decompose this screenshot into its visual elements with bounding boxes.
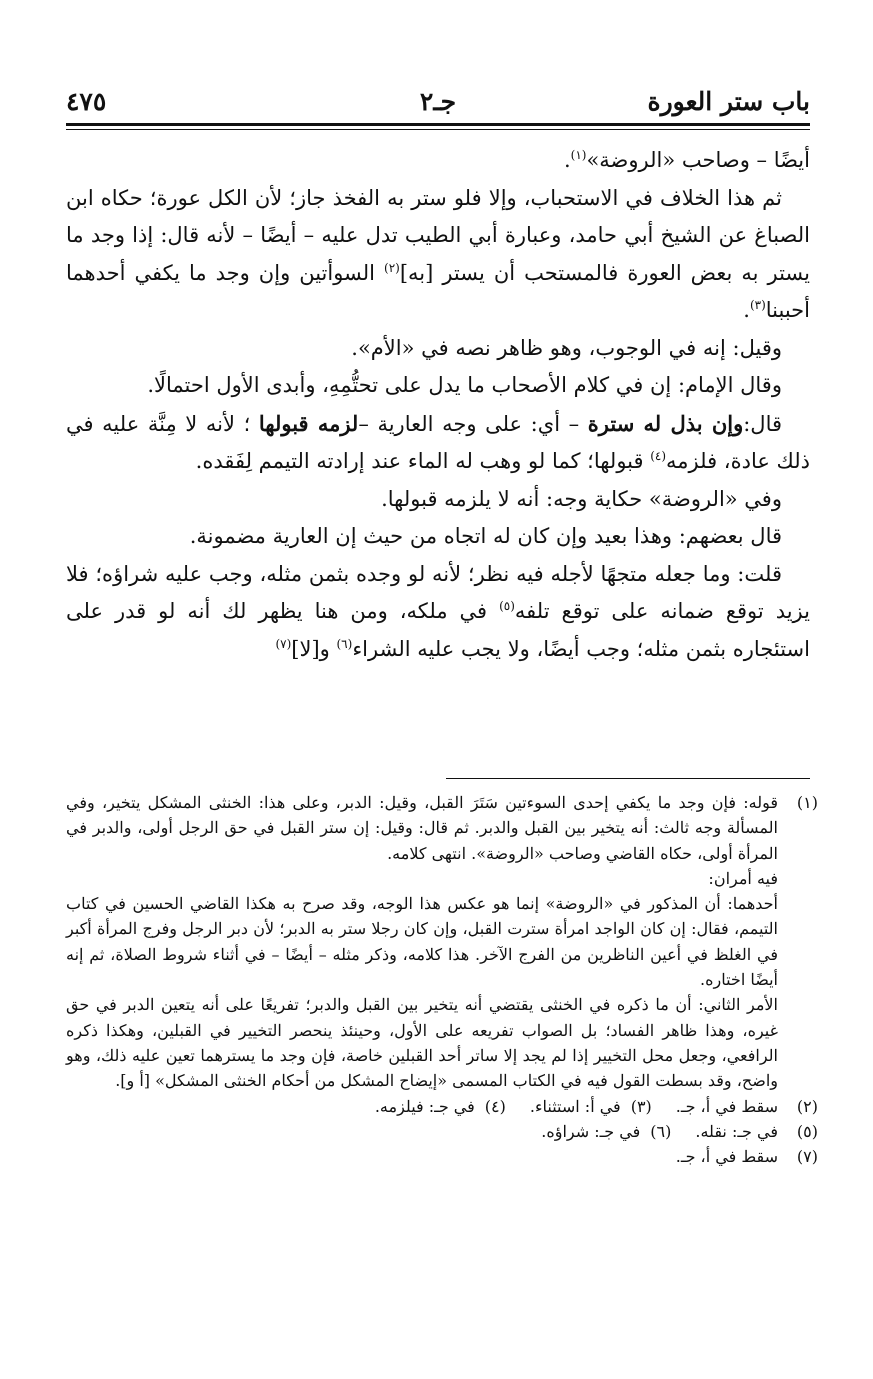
footnote-body (66, 1144, 778, 1169)
footnote-number: (٣) (630, 1096, 652, 1116)
text-run: . (563, 148, 571, 172)
footnote-ref: (٥) (499, 599, 515, 613)
footnote-paragraph: الأمر الثاني: أن ما ذكره في الخنثى يقتضي أنه يتخير بين القبل والدبر؛ تفريعًا على أنه يتعين الدبر في حق غيره، وهذا ظاهر الفساد؛ بل الصواب تفريعه على الأول، وحينئذ ينحصر التخيير في القبلين، وهكذا ذكره الرافعي، وجعل محل التخيير إذا لم يجد إلا ساتر أحد القبلين خاصة، فإن وجد ما يسترهما تعين عليه ذلك، وهو واضح، وقد بسطت القول فيه في الكتاب المسمى «إيضاح المشكل من أحكام الخنثى المشكل» [أ و]. (66, 995, 778, 1091)
paragraph (66, 142, 810, 180)
text-run: و[لا] (291, 636, 337, 661)
footnote-4 (375, 1094, 506, 1119)
text-run: أيضًا – وصاحب «الروضة» (586, 148, 810, 172)
footnote-5-text: في جـ: نقله. (695, 1121, 778, 1141)
footnote-number: (٦) (650, 1121, 672, 1141)
footnote-ref: (٢) (384, 260, 400, 275)
matn-text: لزمه قبولها (258, 410, 359, 436)
footnote-body (66, 790, 778, 1094)
header-rule-thin (66, 129, 810, 130)
matn-text: وإن بذل له سترة (587, 410, 744, 436)
footnote-3-text: في أ: استثناء. (529, 1096, 621, 1116)
paragraph: وقال الإمام: إن في كلام الأصحاب ما يدل على تحتُّمِهِ، وأبدى الأول احتمالًا. (147, 373, 782, 397)
footnote-7-text: سقط في أ، جـ. (675, 1147, 778, 1167)
footnote-line (66, 1094, 818, 1119)
footnote-number: (٢) (796, 1096, 818, 1116)
footnote-paragraph: قوله: فإن وجد ما يكفي إحدى السوءتين سَتَرَ القبل، وقيل: الدبر، وعلى هذا: الخنثى المشكل يتخير، وفي المسألة وجه ثالث: أنه يتخير بين القبل والدبر. ثم قال: وقيل: إن ستر القبل في حق الرجل أولى، والدبر في المرأة أولى، حكاه القاضي وصاحب «الروضة». انتهى كلامه. (66, 793, 779, 863)
text-run: قلت: وما جعله متجهًا لأجله فيه نظر؛ لأنه لو وجده بثمن مثله، وجب عليه شراؤه؛ فلا يزيد توقع ضمانه على توقع تلفه (66, 561, 810, 623)
footnote-paragraph: فيه أمران: (708, 868, 778, 888)
paragraph (66, 180, 810, 330)
footnote-body (66, 1094, 778, 1119)
footnote-ref: (٣) (749, 298, 766, 312)
footnote-6-text: في جـ: شراؤه. (541, 1121, 641, 1141)
text-run: قال: (743, 411, 783, 436)
footnote-ref: (٤) (650, 449, 667, 463)
footnote-paragraph: أحدهما: أن المذكور في «الروضة» إنما هو عكس هذا الوجه، وقد صرح به هكذا القاضي الحسين في كتاب التيمم، فقال: إن كان الواجد امرأة سترت القبل، وإن كان رجلا ستر به الدبر؛ لأن دبر الرجل وفرج المرأة أكبر في الغلظ في أعين الناظرين من الفرج الآخر. هذا كلامه، وذكر مثله – أيضًا – في أثناء شروط الصلاة، ثم إنه أيضًا اختاره. (66, 894, 778, 990)
text-run: – أي: على وجه العارية – (358, 411, 588, 436)
footnote-number: (١) (796, 793, 818, 812)
main-text (66, 142, 810, 668)
footnote-number: (٤) (484, 1096, 506, 1116)
footnote-line (66, 1144, 818, 1169)
chapter-title: باب ستر العورة (647, 87, 810, 116)
text-run: قبولها؛ كما لو وهب له الماء عند إرادته التيمم لِفَقده. (195, 449, 651, 473)
footnote-ref: (٧) (275, 636, 292, 651)
footnote-number: (٥) (796, 1121, 818, 1141)
paragraph (66, 405, 810, 481)
text-run: في ملكه، ومن هنا يظهر لك أنه لو قدر على استئجاره بثمن مثله؛ وجب أيضًا، ولا يجب عليه الشراء (66, 599, 810, 661)
page-number: ٤٧٥ (66, 87, 107, 116)
footnote-rule (446, 778, 810, 779)
paragraph: وفي «الروضة» حكاية وجه: أنه لا يلزمه قبولها. (381, 486, 782, 511)
footnote-number: (٧) (796, 1147, 818, 1167)
text-run: ثم هذا الخلاف في الاستحباب، وإلا فلو ستر به الفخذ جاز؛ لأن الكل عورة؛ حكاه ابن الصباغ عن الشيخ أبي حامد، وعبارة أبي الطيب تدل عليه – أيضًا – لأنه قال: إذا وجد ما يستر به بعض العورة فالمستحب أن يستر [به] (66, 185, 810, 285)
footnote-1 (66, 790, 818, 1094)
header-rule-thick (66, 123, 810, 126)
text-run: ؛ لأنه لا مِنَّة عليه في ذلك عادة، فلزمه (66, 411, 810, 473)
footnote-3 (530, 1094, 652, 1119)
volume-label: جـ٢ (419, 87, 457, 116)
paragraph: وقيل: إنه في الوجوب، وهو ظاهر نصه في «الأم». (351, 335, 782, 360)
text-run: السوأتين وإن وجد ما يكفي أحدهما أحببنا (66, 260, 810, 322)
footnote-ref: (١) (570, 148, 587, 162)
footnote-2-text: سقط في أ، جـ. (675, 1096, 778, 1116)
paragraph: قال بعضهم: وهذا بعيد وإن كان له اتجاه من حيث إن العارية مضمونة. (189, 524, 782, 548)
paragraph (66, 556, 810, 669)
running-head (66, 82, 810, 122)
text-run: . (743, 298, 750, 322)
footnote-body (66, 1119, 778, 1144)
footnote-6 (541, 1119, 671, 1144)
footnote-ref: (٦) (336, 636, 353, 651)
footnote-4-text: في جـ: فيلزمه. (374, 1096, 475, 1116)
footnote-line (66, 1119, 818, 1144)
footnotes (66, 790, 818, 1169)
